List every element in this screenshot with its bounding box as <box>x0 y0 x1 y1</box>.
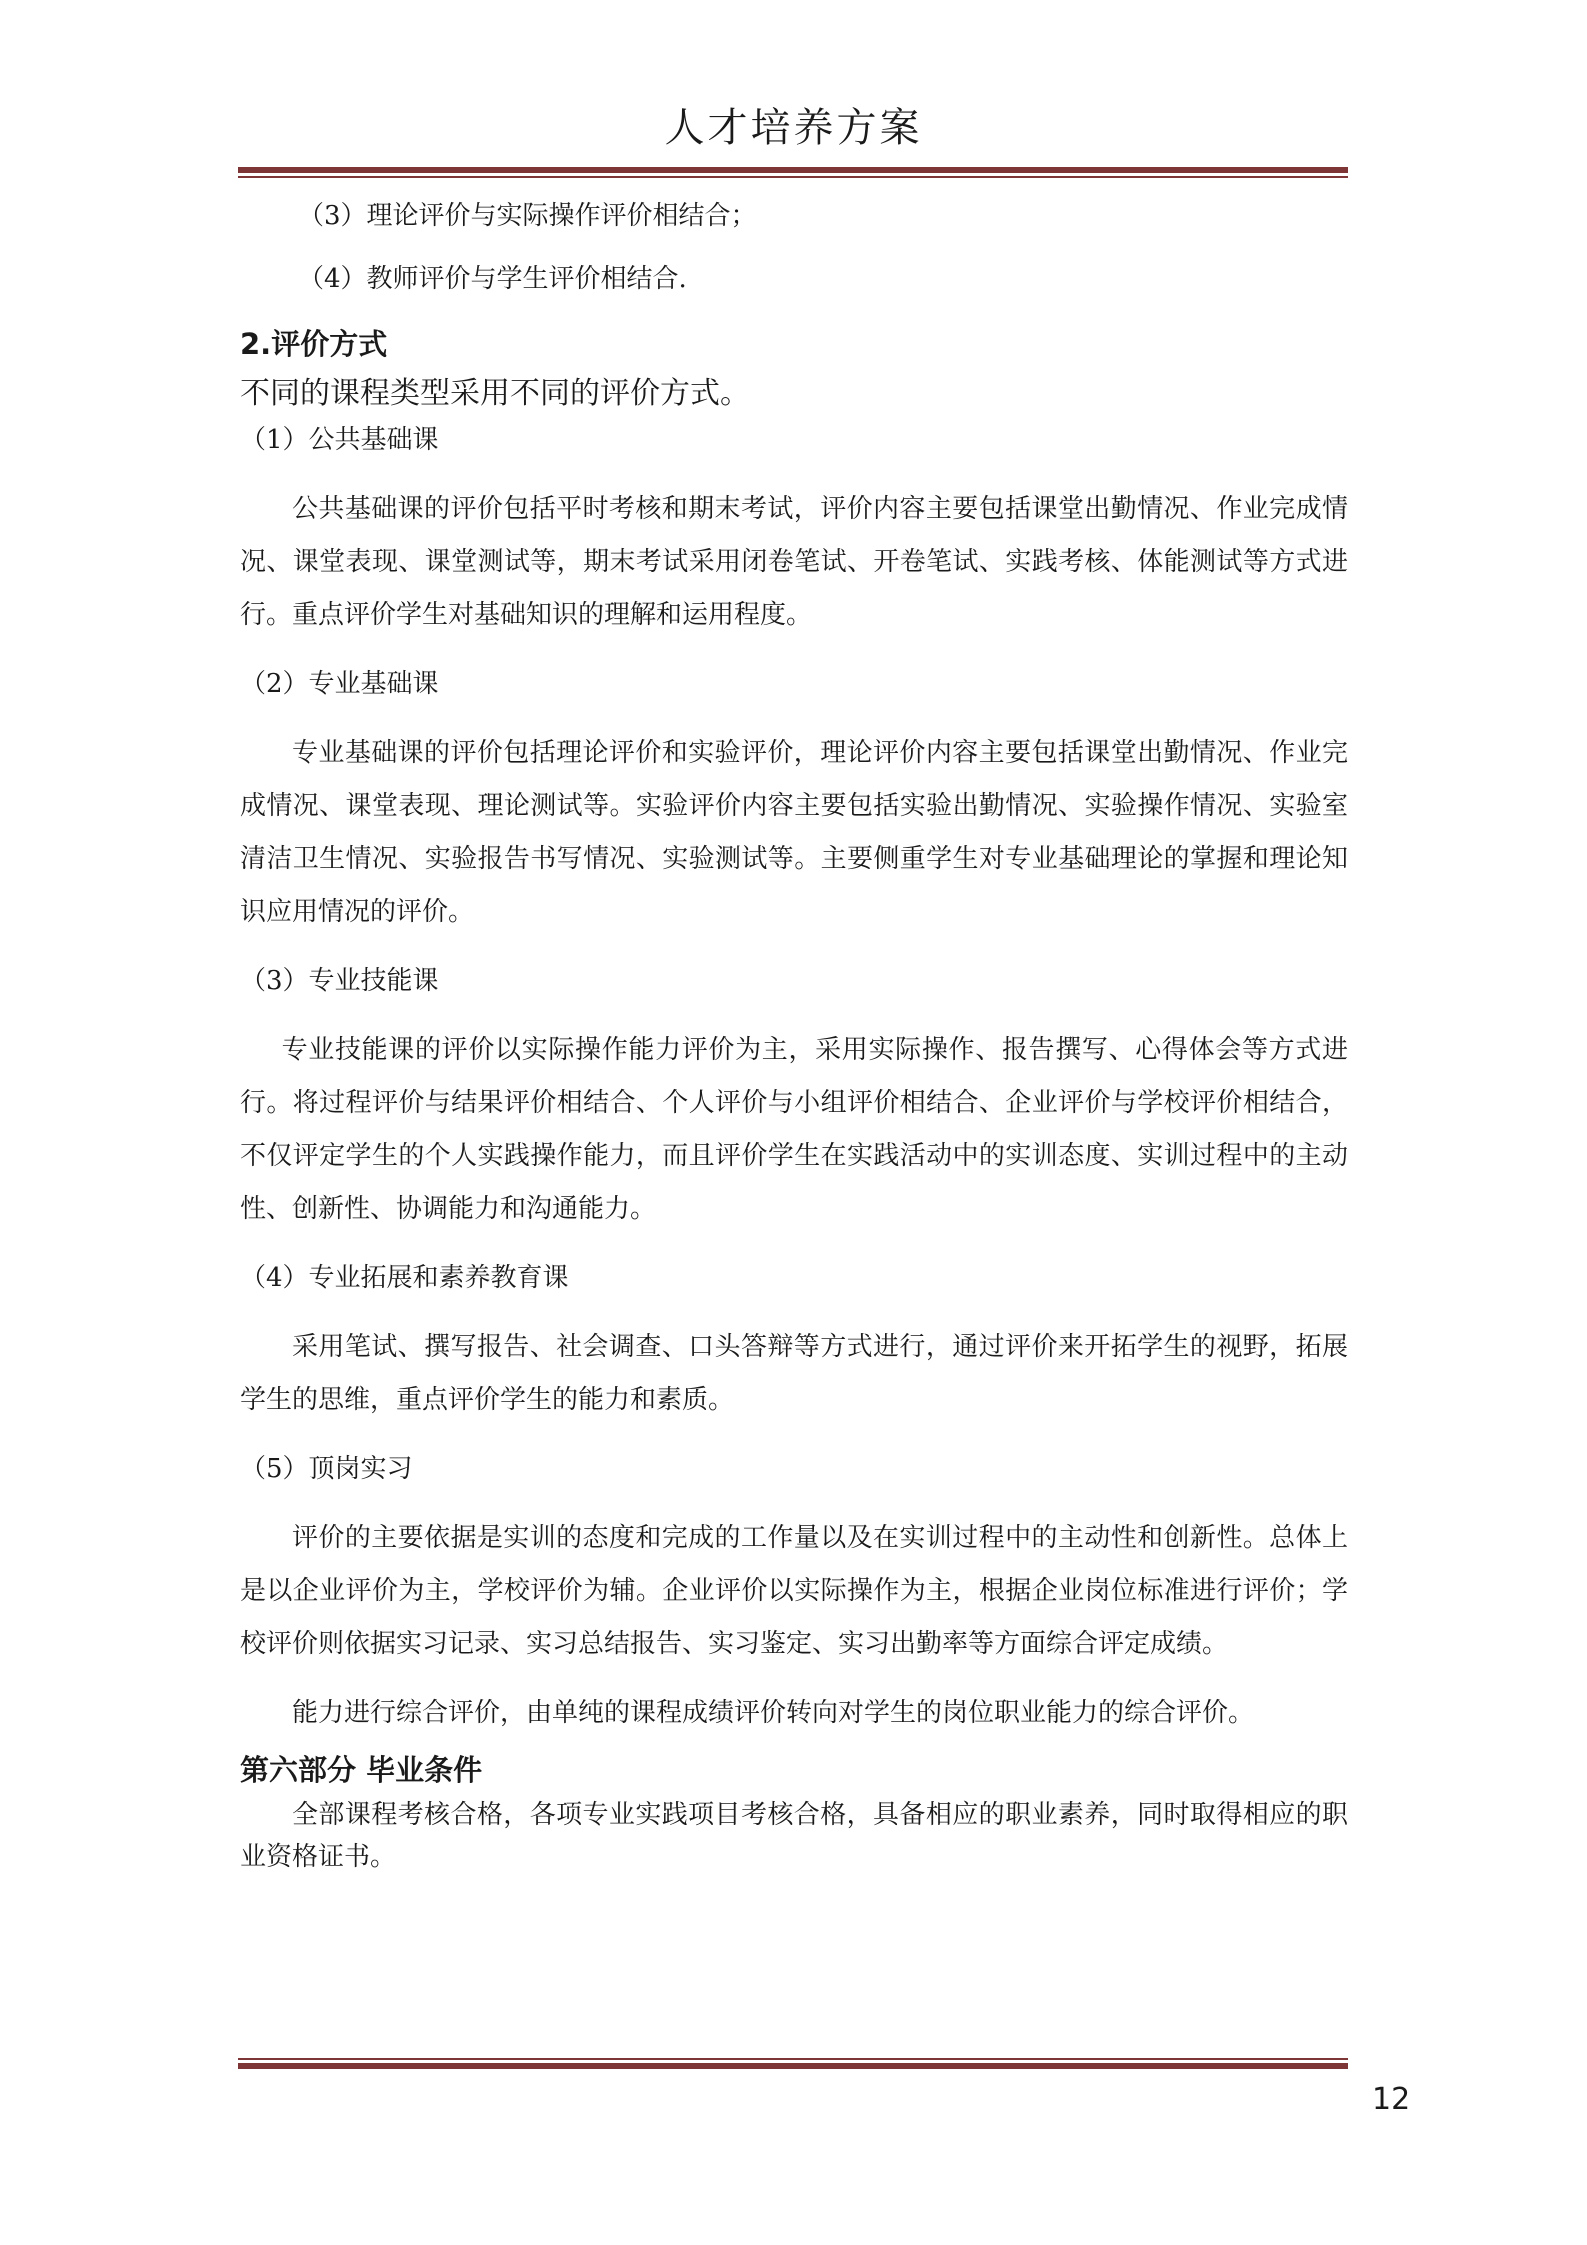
section-heading-evaluation-method: 2.评价方式 <box>240 327 388 361</box>
paragraph-comprehensive-evaluation: 能力进行综合评价，由单纯的课程成绩评价转向对学生的岗位职业能力的综合评价。 <box>292 1698 1255 1728</box>
page-header-title: 人才培养方案 <box>664 105 923 151</box>
principle-item-3: （3）理论评价与实际操作评价相结合； <box>298 201 757 231</box>
paragraph-public-basic-course: 公共基础课的评价包括平时考核和期末考试，评价内容主要包括课堂出勤情况、作业完成情况、课堂表现、课堂测试等，期末考试采用闭卷笔试、开卷笔试、实践考核、体能测试等方式进行。重点评价学生对基础知识的理解和运用程度。 <box>240 494 1348 630</box>
evaluation-method-intro: 不同的课程类型采用不同的评价方式。 <box>240 376 750 411</box>
page-content <box>240 190 1348 1878</box>
footer-rule <box>238 2058 1348 2069</box>
subheading-public-basic-course: （1）公共基础课 <box>240 425 439 455</box>
paragraph-professional-skill-course: 专业技能课的评价以实际操作能力评价为主，采用实际操作、报告撰写、心得体会等方式进行。将过程评价与结果评价相结合、个人评价与小组评价相结合、企业评价与学校评价相结合，不仅评定学生的个人实践操作能力，而且评价学生在实践活动中的实训态度、实训过程中的主动性、创新性、协调能力和沟通能力。 <box>240 1035 1348 1224</box>
paragraph-professional-basic-course: 专业基础课的评价包括理论评价和实验评价，理论评价内容主要包括课堂出勤情况、作业完成情况、课堂表现、理论测试等。实验评价内容主要包括实验出勤情况、实验操作情况、实验室清洁卫生情况、实验报告书写情况、实验测试等。主要侧重学生对专业基础理论的掌握和理论知识应用情况的评价。 <box>240 738 1348 927</box>
subheading-internship: （5）顶岗实习 <box>240 1454 413 1484</box>
header-rule <box>238 167 1348 178</box>
paragraph-internship: 评价的主要依据是实训的态度和完成的工作量以及在实训过程中的主动性和创新性。总体上是以企业评价为主，学校评价为辅。企业评价以实际操作为主，根据企业岗位标准进行评价；学校评价则依据实习记录、实习总结报告、实习鉴定、实习出勤率等方面综合评定成绩。 <box>240 1523 1348 1659</box>
subheading-professional-basic-course: （2）专业基础课 <box>240 669 439 699</box>
paragraph-graduation: 全部课程考核合格，各项专业实践项目考核合格，具备相应的职业素养，同时取得相应的职业资格证书。 <box>240 1800 1348 1872</box>
page-number: 12 <box>1372 2082 1411 2117</box>
subheading-extension-course: （4）专业拓展和素养教育课 <box>240 1263 569 1293</box>
section-heading-graduation: 第六部分 毕业条件 <box>240 1753 483 1787</box>
principle-item-4: （4）教师评价与学生评价相结合. <box>298 264 687 294</box>
paragraph-extension-course: 采用笔试、撰写报告、社会调查、口头答辩等方式进行，通过评价来开拓学生的视野，拓展学生的思维，重点评价学生的能力和素质。 <box>240 1332 1348 1415</box>
subheading-professional-skill-course: （3）专业技能课 <box>240 966 439 996</box>
